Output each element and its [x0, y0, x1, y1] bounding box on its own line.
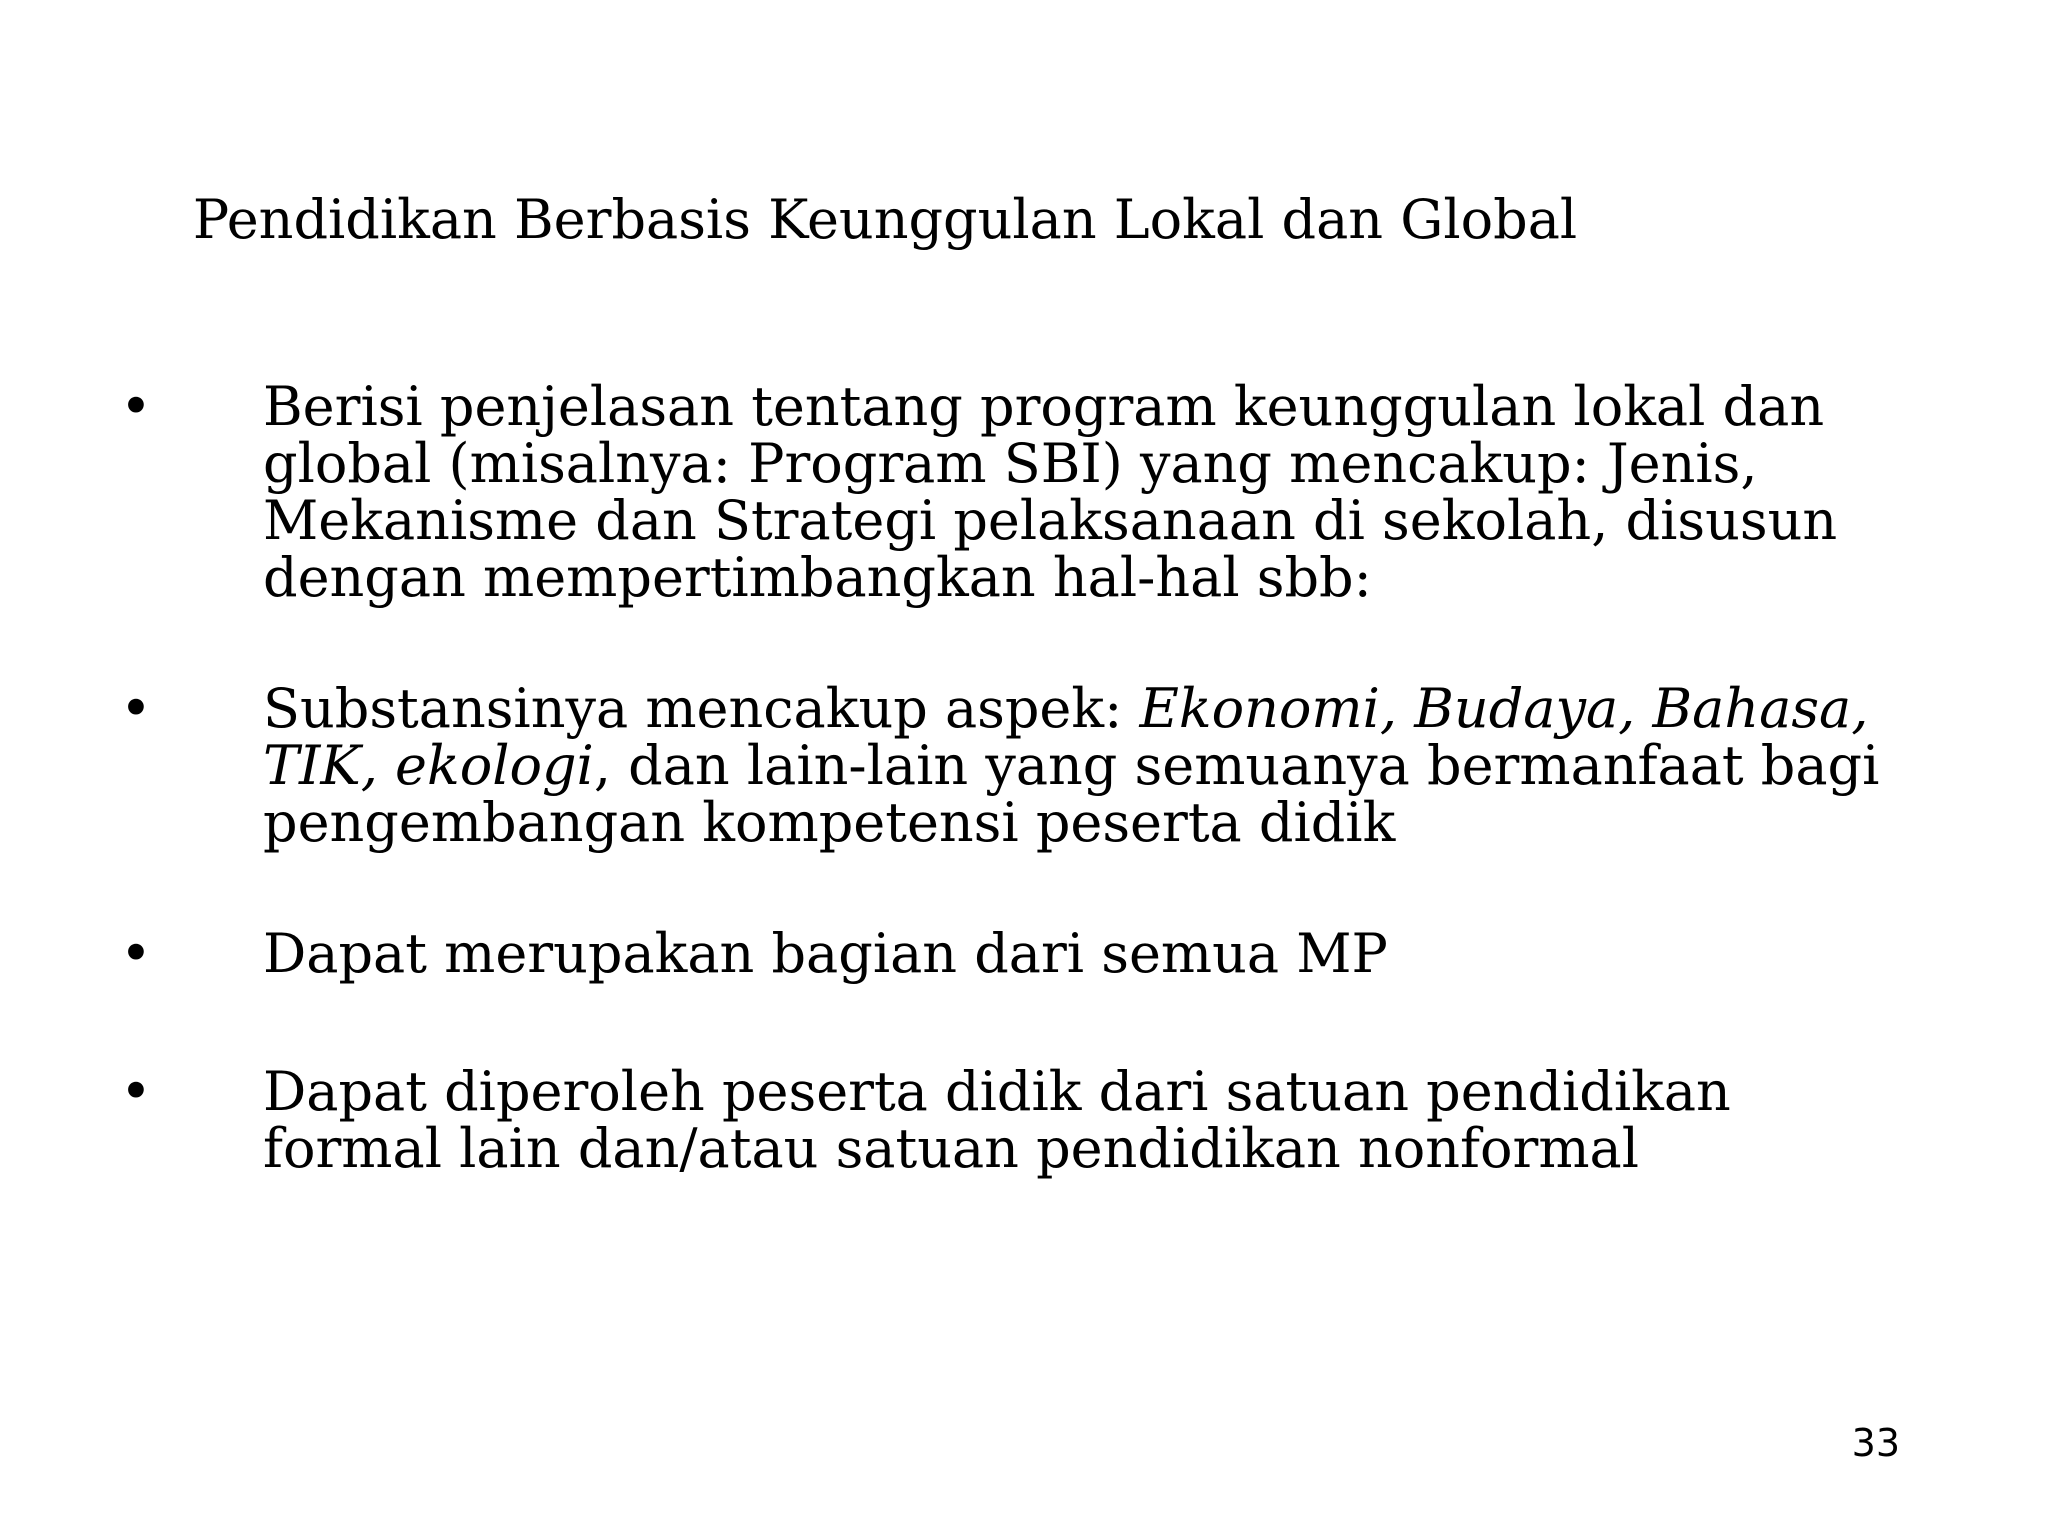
bullet-marker: • — [120, 375, 152, 438]
bullet-line: global (misalnya: Program SBI) yang mencakup: Jenis, — [263, 432, 1758, 495]
bullet-text — [263, 375, 1963, 609]
bullet-line — [263, 734, 1963, 797]
bullet-marker: • — [120, 922, 152, 985]
bullet-line: formal lain dan/atau satuan pendidikan nonformal — [263, 1117, 1639, 1180]
bullet-line: Dapat merupakan bagian dari semua MP — [263, 922, 1388, 985]
bullet-italic-segment: Ekonomi, Budaya, Bahasa, — [1139, 677, 1869, 740]
bullet-line: Berisi penjelasan tentang program keunggulan lokal dan — [263, 375, 1825, 438]
bullet-marker: • — [120, 677, 152, 740]
bullet-text-segment: Substansinya mencakup aspek: — [263, 677, 1140, 740]
bullet-line: Dapat diperoleh peserta didik dari satuan pendidikan — [263, 1060, 1731, 1123]
bullet-line: Mekanisme dan Strategi pelaksanaan di sekolah, disusun — [263, 489, 1838, 552]
bullet-marker: • — [120, 1060, 152, 1123]
bullet-line: pengembangan kompetensi peserta didik — [263, 791, 1396, 854]
bullet-text-segment: , dan lain-lain yang semuanya bermanfaat bagi — [593, 734, 1880, 797]
page-number: 33 — [1851, 1421, 1900, 1465]
bullet-italic-segment: TIK, ekologi — [263, 734, 594, 797]
bullet-text — [263, 922, 1963, 985]
slide-title: Pendidikan Berbasis Keunggulan Lokal dan Global — [192, 188, 1578, 251]
bullet-text — [263, 677, 1963, 854]
bullet-text — [263, 1060, 1963, 1180]
bullet-line: dengan mempertimbangkan hal-hal sbb: — [263, 546, 1372, 609]
bullet-line — [263, 677, 1963, 740]
